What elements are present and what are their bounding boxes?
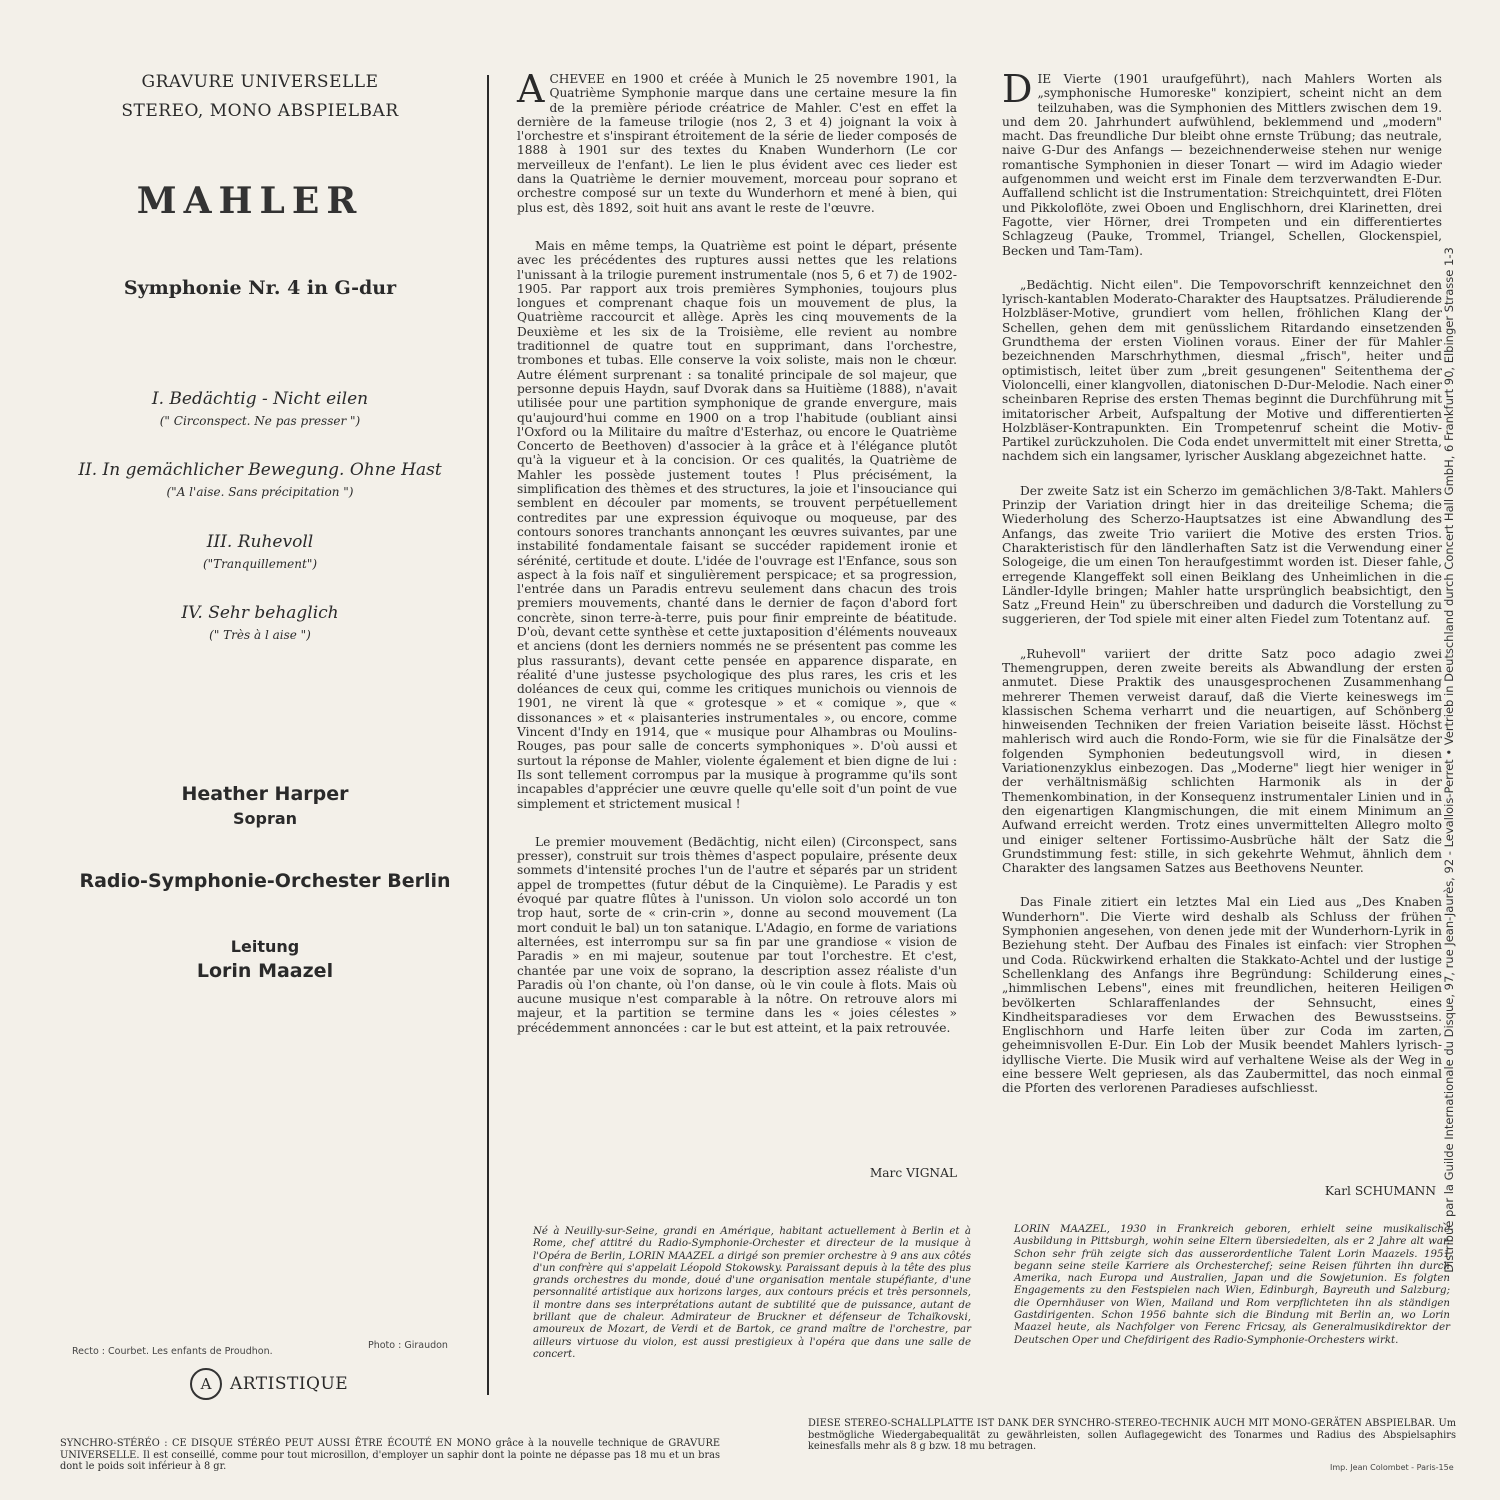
french-bio: Né à Neuilly-sur-Seine, grandi en Amérique, habitant actuellement à Berlin et à Rome, chef attitré du Radio-Symphonie-Orchester et directeur de la musique à l'Opéra de Berlin, LORIN MAAZEL a dirigé son premier orchestre à 9 ans aux côtés d'un confrère qui s'appelait Léopold Stokowsky. Paraissant depuis à la tête des plus grands orchestres du monde, doué d'une organisation mentale stupéfiante, d'une personnalité artistique aux horizons larges, aux contours précis et très personnels, il montre dans ses interprétations autant de subtilité que de puissance, autant de brillant que de chaleur. Admirateur de Bruckner et défenseur de Tchaïkovski, amoureux de Mozart, de Verdi et de Bartok, ce grand maître de l'orchestre, par ailleurs virtuose du violon, est aussi prestigieux à l'opéra que dans une salle de concert. xyxy=(533,1226,971,1360)
german-signature: Karl SCHUMANN xyxy=(1324,1184,1436,1198)
dropcap: D xyxy=(1002,67,1033,111)
header-line-2: STEREO, MONO ABSPIELBAR xyxy=(121,101,399,121)
conductor-name: Lorin Maazel xyxy=(196,960,334,982)
paragraph-text: CHEVEE en 1900 et créée à Munich le 25 novembre 1901, la Quatrième Symphonie marque dans une certaine mesure la fin de la première période créatrice de Mahler. C'est en effet la dernière de la fameuse trilogie (nos 2, 3 et 4) joignant la voix à l'orchestre et s'inspirant étroitement de la série de lieder composés de 1888 à 1901 sur des textes du Knaben Wunderhorn (Le cor merveilleux de l'enfant). Le lien le plus évident avec ces lieder est dans la Quatrième le dernier mouvement, morceau pour soprano et orchestre composé sur un texte du Wunderhorn et mené à bien, qui plus est, dès 1892, soit huit ans avant le reste de l'œuvre. xyxy=(517,72,957,215)
german-notes xyxy=(1002,67,1442,1106)
logo-name: ARTISTIQUE xyxy=(230,1374,349,1394)
movement-subtitle: ("Tranquillement") xyxy=(202,557,318,571)
movement-subtitle: (" Très à l aise ") xyxy=(209,628,311,642)
printer-credit: Imp. Jean Colombet - Paris-15e xyxy=(1330,1463,1454,1472)
orchestra-name: Radio-Symphonie-Orchester Berlin xyxy=(79,870,451,892)
soloist-role: Sopran xyxy=(232,809,298,828)
movement-4 xyxy=(40,601,480,645)
movement-title: I. Bedächtig - Nicht eilen xyxy=(151,389,369,409)
header-line-1: GRAVURE UNIVERSELLE xyxy=(141,72,379,92)
movement-subtitle: ("A l'aise. Sans précipitation ") xyxy=(166,485,354,499)
dropcap: A xyxy=(517,67,545,111)
label-logo xyxy=(190,1368,490,1400)
french-paragraph-1 xyxy=(517,67,957,215)
french-notes xyxy=(517,67,958,1045)
footer-german: DIESE STEREO-SCHALLPLATTE IST DANK DER SYNCHRO-STEREO-TECHNIK AUCH MIT MONO-GERÄTEN ABSPIELBAR. Um bestmögliche Wiedergabequalität zu gewährleisten, sollen Auflagegewicht des Tonarmes und Radius des Abspielsaphirs keinesfalls mehr als 8 g bzw. 18 mu betragen. xyxy=(808,1418,1456,1452)
work-title: Symphonie Nr. 4 in G-dur xyxy=(123,277,397,299)
german-paragraph-2: „Bedächtig. Nicht eilen". Die Tempovorschrift kennzeichnet den lyrisch-kantablen Moderato-Charakter des Hauptsatzes. Präludierende Holzbläser-Motive, grundiert vom hellen, fröhlichen Klang der Schellen, gehen dem mit genüsslichem Ritardando einsetzenden Grundthema der ersten Violinen voraus. Einer der für Mahler bezeichnenden Marschrhythmen, diesmal „frisch", heiter und optimistisch, leitet über zum „breit gesungenen" Seitenthema der Violoncelli, einer klangvollen, diatonischen D-Dur-Melodie. Nach einer scheinbaren Reprise des ersten Themas beginnt die Durchführung mit imitatorischer Arbeit, Aufspaltung der Motive und differentierten Holzbläser-Kontrapunkten. Ein Trompetenruf scheint die Motiv-Partikel zurückzuholen. Die Coda endet unvermittelt mit einer Stretta, nachdem sich ein langsamer, lyrischer Ausklang abgezeichnet hatte. xyxy=(1002,277,1442,464)
conductor-credit xyxy=(60,936,470,985)
german-paragraph-5: Das Finale zitiert ein letztes Mal ein Lied aus „Des Knaben Wunderhorn". Die Vierte wird deshalb als Schluss der frühen Symphonien angesehen, von denen jede mit der Wunderhorn-Lyrik in Beziehung steht. Der Aufbau des Finales ist einfach: vier Strophen und Coda. Rückwirkend erhalten die Stakkato-Achtel und der lustige Schellenklang des Anfangs ihre Begründung: Schilderung eines „himmlischen Lebens", eines mit freundlichen, heiteren Heiligen bevölkerten Schlaraffenlandes der Sehnsucht, eines Kindheitsparadieses vor dem Erwachen des Bewusstseins. Englischhorn und Harfe leiten über zur Coda im zarten, geheimnisvollen E-Dur. Ein Lob der Musik beendet Mahlers lyrisch-idyllische Vierte. Die Musik wird auf verhaltene Weise als der Weg in eine bessere Welt gepriesen, als das Zaubermittel, das noch einmal die Pforten des verlorenen Paradieses aufschliesst. xyxy=(1002,895,1442,1096)
paragraph-text: IE Vierte (1901 uraufgeführt), nach Mahlers Worten als „symphonische Humoreske" konzipiert, scheint nicht an dem teilzuhaben, was die Symphonien des Mittlers zwischen dem 19. und dem 20. Jahrhundert aufwühlend, beklemmend und „modern" macht. Das freundliche Dur bleibt ohne ernste Trübung; das neutrale, naive G-Dur des Anfangs — bezeichnenderweise stehen nur wenige romantische Symphonien in dieser Tonart — wird im Adagio wieder aufgenommen und weicht erst im Finale dem terzverwandten E-Dur. Auffallend schlicht ist die Instrumentation: Streichquintett, drei Flöten und Pikkoloflöte, zwei Oboen und Englischhorn, drei Klarinetten, drei Fagotte, vier Hörner, drei Trompeten und ein differentiertes Schlagzeug (Pauke, Trommel, Triangel, Schellen, Glockenspiel, Becken und Tam-Tam). xyxy=(1002,72,1442,258)
french-signature: Marc VIGNAL xyxy=(869,1166,957,1180)
german-paragraph-3: Der zweite Satz ist ein Scherzo im gemächlichen 3/8-Takt. Mahlers Prinzip der Variation dringt hier in das dreiteilige Schema; die Wiederholung des Scherzo-Hauptsatzes ist eine Abwandlung des Anfangs, das zweite Trio variiert die Motive des ersten Trios. Charakteristisch für den ländlerhaften Satz ist die Verwendung einer Sologeige, die um einen Ton heraufgestimmt worden ist. Dieser fahle, erregende Klangeffekt soll einen Beiklang des Unheimlichen in die Ländler-Idylle bringen; Mahler hatte ursprünglich beabsichtigt, den Satz „Freund Hein" zu überschreiben und dadurch die Vorstellung zu suggerieren, der Tod spiele mit einer alten Fiedel zum Totentanz auf. xyxy=(1002,483,1442,627)
movement-1 xyxy=(40,387,480,431)
column-divider xyxy=(487,75,489,1395)
movement-3 xyxy=(40,530,480,574)
movement-subtitle: (" Circonspect. Ne pas presser ") xyxy=(159,414,361,428)
german-bio: LORIN MAAZEL, 1930 in Frankreich geboren, erhielt seine musikalische Ausbildung in Pittsburgh, wohin seine Eltern übersiedelten, als er 2 Jahre alt war. Schon sehr früh zeigte sich das ausserordentliche Talent Lorin Maazels. 1951 begann seine steile Karriere als Orchesterchef; seine Reisen führten ihn durch Amerika, nach Europa und Australien, Japan und die Sowjetunion. Es folgten Engagements zu den Festspielen nach Wien, Edinburgh, Bayreuth und Salzburg; die Opernhäuser von Wien, Mailand und Rom verpflichteten ihn als ständigen Gastdirigenten. Schon 1956 bahnte sich die Bindung mit Berlin an, wo Lorin Maazel heute, als Nachfolger von Ferenc Fricsay, als Generalmusikdirektor der Deutschen Oper und Chefdirigent des Radio-Symphonie-Orchesters wirkt. xyxy=(1014,1224,1450,1346)
soloist-credit xyxy=(60,781,470,830)
german-paragraph-4: „Ruhevoll" variiert der dritte Satz poco adagio zwei Themengruppen, deren zweite bereits als Abwandlung der ersten anmutet. Diese Praktik des unausgesprochenen Zusammenhang mehrerer Themen verweist darauf, daß die Vierte keineswegs im klassischen Schema verharrt und die neuartigen, auf Schönberg hinweisenden Techniken der freien Variation beiseite lässt. Höchst mahlerisch wird auch die Rondo-Form, wie sie für die Finalsätze der folgenden Symphonien bedeutungsvoll wird, in diesen Variationenzyklus einbezogen. Das „Moderne" liegt hier weniger in der verhältnismäßig schlichten Harmonik als in der Themenkombination, in der Konsequenz instrumentaler Linien und in den eigenartigen Klangmischungen, die mit einem Minimum an Aufwand erreicht werden. Trotz eines unvermittelten Allegro molto und einiger seltener Fortissimo-Ausbrüche hält der Satz die Grundstimmung fest: stille, in sich gekehrte Wehmut, ähnlich dem Charakter des langsamen Satzes aus Beethovens Neunter. xyxy=(1002,646,1442,876)
photo-credit: Photo : Giraudon xyxy=(368,1340,448,1351)
movement-title: IV. Sehr behaglich xyxy=(181,603,339,623)
orchestra-credit xyxy=(60,868,470,895)
soloist-name: Heather Harper xyxy=(181,783,349,805)
distribution-credit: Distribué par la Guilde Internationale du Disque, 97, rue Jean-Jaurès, 92 - Levallois-Perret • Vertrieb in Deutschland durch Concert Hall GmbH, 6 Frankfurt 90, Elbinger Strasse 1-3 xyxy=(1442,247,1456,1273)
recto-credit: Recto : Courbet. Les enfants de Proudhon. xyxy=(72,1346,273,1357)
french-paragraph-2: Mais en même temps, la Quatrième est point le départ, présente avec les précédentes des ruptures aussi nettes que les relations l'unissant à la trilogie purement instrumentale (nos 5, 6 et 7) de 1902-1905. Par rapport aux trois premières Symphonies, toujours plus longues et comprenant chaque fois un mouvement de plus, la Quatrième raccourcit et allège. Après les cinq mouvements de la Deuxième et les six de la Troisième, elle revient au nombre traditionnel de quatre tout en supprimant, dans l'orchestre, trombones et tubas. Elle conserve la voix soliste, mais non le chœur. Autre élément surprenant : sa tonalité principale de sol majeur, que personne depuis Haydn, sauf Dvorak dans sa Huitième (1888), n'avait utilisée pour une partition symphonique de grande envergure, mais qu'aujourd'hui comme en 1900 on a trop l'habitude (oubliant ainsi l'Oxford ou la Militaire du maître d'Esterhaz, ou encore le Quatrième Concerto de Beethoven) d'associer à la grâce et à l'élégance plutôt qu'à la vigueur et à la concision. Or ces qualités, la Quatrième de Mahler les possède justement toutes ! Plus précisément, la simplification des thèmes et des structures, la joie et l'insouciance qui semblent en découler par moments, se trouvent perpétuellement contredites par une expression équivoque ou moqueuse, par des contours sonores tranchants annonçant les œuvres suivantes, par une instabilité fondamentale faisant se succéder rapidement ironie et sérénité, certitude et doute. L'idée de l'ouvrage est l'Enfance, sous son aspect à la fois naïf et singulièrement perspicace; et sa progression, l'entrée dans un Paradis entrevu seulement dans chacun des trois premiers mouvements, chanté dans le dernier de façon d'abord fort concrète, sinon terre-à-terre, puis pour finir empreinte de béatitude. D'où, devant cette synthèse et cette juxtaposition d'éléments nouveaux et anciens (dont les derniers nommés ne se présentent pas comme les plus rassurants), devant cette pensée en apparence disparate, en réalité d'une justesse psychologique des plus rares, les cris et les doléances de ceux qui, comme les critiques munichois ou viennois de 1901, ne virent là que « grotesque » et « comique », que « dissonances » et « plaisanteries instrumentales », ou encore, comme Vincent d'Indy en 1914, que « musique pour Alhambras ou Moulins-Rouges, pas pour salle de concerts symphoniques ». D'où aussi et surtout la réponse de Mahler, violente également et bien digne de lui : Ils sont tellement corrompus par la musique à programme qu'ils sont incapables d'apprécier une œuvre quelle qu'elle soit d'un point de vue simplement et strictement musical ! xyxy=(517,238,958,811)
movement-title: III. Ruhevoll xyxy=(206,532,314,552)
logo-circle-icon: A xyxy=(190,1368,222,1400)
conductor-label: Leitung xyxy=(230,937,300,956)
footer-french: SYNCHRO-STÉRÉO : CE DISQUE STÉRÉO PEUT AUSSI ÊTRE ÉCOUTÉ EN MONO grâce à la nouvelle technique de GRAVURE UNIVERSELLE. Il est conseillé, comme pour tout microsillon, d'employer un saphir dont la pointe ne dépasse pas 18 mu et un bras dont le poids soit inférieur à 8 gr. xyxy=(60,1438,720,1472)
movement-title: II. In gemächlicher Bewegung. Ohne Hast xyxy=(78,460,442,480)
german-paragraph-1 xyxy=(1002,67,1442,258)
composer-name: MAHLER xyxy=(136,180,364,222)
french-paragraph-3: Le premier mouvement (Bedächtig, nicht eilen) (Circonspect, sans presser), construit sur trois thèmes d'aspect populaire, présente deux sommets d'intensité proches l'un de l'autre et séparés par un strident appel de trompettes (futur début de la Cinquième). Le Paradis y est évoqué par quatre flûtes à l'unisson. Un violon solo accordé un ton trop haut, sorte de « crin-crin », donne au second mouvement (La mort conduit le bal) un ton satanique. L'Adagio, en forme de variations alternées, est interrompu sur sa fin par une grandiose « vision de Paradis » en mi majeur, soutenue par tout l'orchestre. Et c'est, chantée par une voix de soprano, la description assez réaliste d'un Paradis où l'on chante, où l'on danse, où le vin coule à flots. Mais où aucune musique n'est comparable à la nôtre. On retrouve alors mi majeur, et la partition se termine dans les « joies célestes » précédemment annoncées : car le but est atteint, et la paix retrouvée. xyxy=(517,834,957,1035)
movement-2 xyxy=(40,458,480,502)
